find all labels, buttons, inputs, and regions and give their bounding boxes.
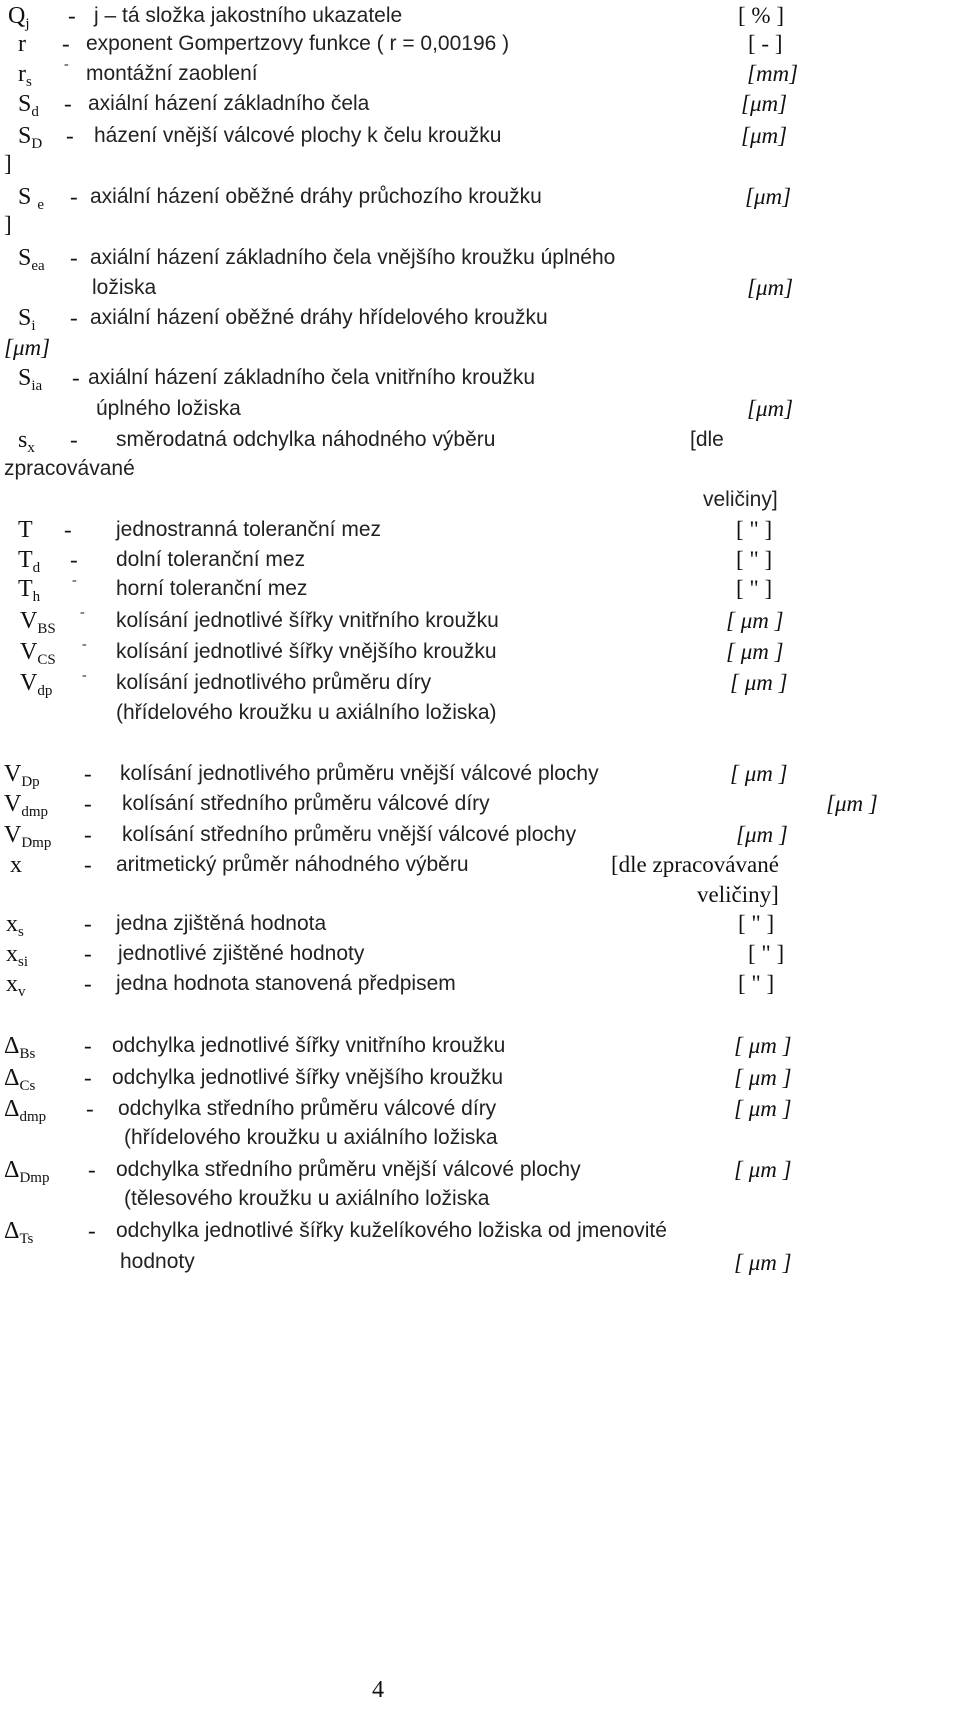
unit-xs: [ " ]: [738, 911, 775, 936]
symbol-x: x: [10, 852, 22, 878]
symbol-Td: $T_d$: [18, 547, 41, 576]
dash: -: [84, 1065, 92, 1090]
dash: -: [86, 1096, 94, 1121]
desc-VBS: kolísání jednotlivé šířky vnitřního kroužku: [116, 609, 499, 632]
symbol-delta-Dmp: $\Delta_{Dmp}$: [4, 1157, 50, 1186]
dash: -: [82, 637, 87, 652]
symbol-Sd: $S_d$: [18, 91, 39, 120]
dash: -: [84, 791, 92, 816]
desc-xsi: jednotlivé zjištěné hodnoty: [118, 942, 365, 965]
desc-Sea: axiální házení základního čela vnějšího kroužku úplného: [90, 246, 616, 269]
dash: -: [88, 1218, 96, 1243]
unit-Vdmp: [μm ]: [826, 791, 878, 816]
symbol-rs: $r_s$: [18, 61, 32, 90]
unit-wrap-Se: ]: [4, 212, 12, 237]
unit-Vdp: [ μm ]: [730, 670, 788, 695]
dash: -: [72, 365, 80, 390]
dash: -: [84, 852, 92, 877]
unit-delta-Bs: [ μm ]: [734, 1033, 792, 1058]
dash: -: [72, 573, 77, 588]
symbol-xv: $x_v$: [6, 971, 26, 1000]
unit-Se: [μm]: [745, 184, 792, 209]
desc2-delta-dmp: (hřídelového kroužku u axiálního ložiska: [124, 1126, 498, 1149]
desc-delta-Cs: odchylka jednotlivé šířky vnějšího kroužku: [112, 1066, 504, 1089]
desc-VDmp: kolísání středního průměru vnější válcové plochy: [122, 823, 577, 846]
dash: -: [84, 761, 92, 786]
symbol-delta-Ts: $\Delta_{Ts}$: [4, 1218, 34, 1247]
dash: -: [84, 941, 92, 966]
unit-VDmp: [μm ]: [736, 822, 788, 847]
unit-wrap2-x: veličiny]: [697, 882, 779, 907]
desc-r: exponent Gompertzovy funkce ( r = 0,00196 ): [86, 32, 510, 55]
symbol-r: r: [18, 31, 26, 57]
unit-VDp: [ μm ]: [730, 761, 788, 786]
symbol-Sia: $S_{ia}$: [18, 365, 43, 394]
desc-delta-dmp: odchylka středního průměru válcové díry: [118, 1097, 497, 1120]
desc2-Sia: úplného ložiska: [96, 397, 241, 420]
symbol-SD: $S_D$: [18, 123, 43, 152]
unit-x: [dle zpracovávané: [611, 852, 779, 877]
desc-VCS: kolísání jednotlivé šířky vnějšího kroužku: [116, 640, 497, 663]
symbol-Se: S $_e$: [18, 184, 45, 213]
unit-VCS: [ μm ]: [726, 639, 784, 664]
symbol-xs: $x_s$: [6, 911, 24, 940]
symbol-delta-Cs: $\Delta_{Cs}$: [4, 1065, 36, 1094]
dash: -: [68, 3, 76, 28]
dash: -: [84, 822, 92, 847]
symbol-delta-dmp: $\Delta_{dmp}$: [4, 1096, 47, 1125]
dash: -: [70, 547, 78, 572]
unit-wrap-sx: zpracovávané: [4, 457, 135, 480]
desc-Sia: axiální házení základního čela vnitřního kroužku: [88, 366, 536, 389]
dash: -: [64, 91, 72, 116]
dash: -: [70, 427, 78, 452]
desc-Qj: j – tá složka jakostního ukazatele: [94, 4, 403, 27]
symbol-Vdp: $V_{dp}$: [20, 670, 53, 699]
unit-xv: [ " ]: [738, 971, 775, 996]
symbol-Sea: $S_{ea}$: [18, 245, 45, 274]
desc-Vdmp: kolísání středního průměru válcové díry: [122, 792, 490, 815]
desc-delta-Ts: odchylka jednotlivé šířky kuželíkového ložiska od jmenovité: [116, 1219, 667, 1242]
unit-wrap-SD: ]: [4, 151, 12, 176]
desc2-delta-Dmp: (tělesového kroužku u axiálního ložiska: [124, 1187, 490, 1210]
dash: -: [62, 31, 70, 56]
desc-Si: axiální házení oběžné dráhy hřídelového kroužku: [90, 306, 548, 329]
unit-xsi: [ " ]: [748, 941, 785, 966]
desc-x: aritmetický průměr náhodného výběru: [116, 853, 469, 876]
unit-delta-dmp: [ μm ]: [734, 1096, 792, 1121]
symbol-VDmp: $V_{Dmp}$: [4, 822, 52, 851]
desc-rs: montážní zaoblení: [86, 62, 258, 85]
dash: -: [64, 517, 72, 542]
symbol-Th: $T_h$: [18, 576, 41, 605]
desc-xs: jedna zjištěná hodnota: [116, 912, 327, 935]
desc2-Vdp: (hřídelového kroužku u axiálního ložiska): [116, 701, 497, 724]
desc-Td: dolní toleranční mez: [116, 548, 306, 571]
desc-delta-Bs: odchylka jednotlivé šířky vnitřního kroužku: [112, 1034, 506, 1057]
symbol-T: T: [18, 517, 33, 543]
symbol-Vdmp: $V_{dmp}$: [4, 791, 49, 820]
unit-Qj: [ % ]: [738, 3, 784, 28]
dash: -: [84, 971, 92, 996]
symbol-VBS: $V_{BS}$: [20, 608, 56, 637]
unit-SD: [μm]: [741, 123, 788, 148]
unit-wrap-Si: [μm]: [4, 335, 51, 360]
dash: -: [70, 245, 78, 270]
desc2-delta-Ts: hodnoty: [120, 1250, 195, 1273]
unit-delta-Cs: [ μm ]: [734, 1065, 792, 1090]
symbol-xsi: $x_{si}$: [6, 941, 29, 970]
desc-Sd: axiální házení základního čela: [88, 92, 370, 115]
symbol-sx: $s_x$: [18, 427, 35, 456]
unit-rs: [mm]: [747, 61, 799, 86]
desc-T: jednostranná toleranční mez: [116, 518, 381, 541]
desc-delta-Dmp: odchylka středního průměru vnější válcové plochy: [116, 1158, 581, 1181]
symbol-VDp: $V_{Dp}$: [4, 761, 40, 790]
unit-VBS: [ μm ]: [726, 608, 784, 633]
dash: -: [80, 605, 85, 620]
symbol-Si: $S_i$: [18, 305, 36, 334]
symbol-delta-Bs: $\Delta_{Bs}$: [4, 1033, 36, 1062]
symbol-Qj: $Q_j$: [8, 3, 30, 32]
unit-Th: [ " ]: [736, 576, 773, 601]
dash: -: [66, 123, 74, 148]
unit-Td: [ " ]: [736, 547, 773, 572]
desc-xv: jedna hodnota stanovená předpisem: [116, 972, 456, 995]
unit-delta-Dmp: [ μm ]: [734, 1157, 792, 1182]
unit-r: [ - ]: [748, 31, 783, 56]
unit-Sea: [μm]: [747, 275, 794, 300]
unit-sx: [dle: [690, 428, 724, 451]
desc-SD: házení vnější válcové plochy k čelu kroužku: [94, 124, 502, 147]
desc-Vdp: kolísání jednotlivého průměru díry: [116, 671, 432, 694]
desc-Se: axiální házení oběžné dráhy průchozího kroužku: [90, 185, 542, 208]
dash: -: [84, 1033, 92, 1058]
desc-Th: horní toleranční mez: [116, 577, 308, 600]
dash: -: [84, 911, 92, 936]
dash: -: [70, 305, 78, 330]
dash: -: [70, 184, 78, 209]
desc-VDp: kolísání jednotlivého průměru vnější válcové plochy: [120, 762, 599, 785]
unit-Sd: [μm]: [741, 91, 788, 116]
symbol-VCS: $V_{CS}$: [20, 639, 56, 668]
unit-Sia: [μm]: [747, 396, 794, 421]
dash: -: [64, 57, 69, 72]
unit-delta-Ts: [ μm ]: [734, 1250, 792, 1275]
desc2-Sea: ložiska: [92, 276, 157, 299]
desc-sx: směrodatná odchylka náhodného výběru: [116, 428, 496, 451]
page-number: 4: [372, 1677, 384, 1703]
dash: -: [88, 1157, 96, 1182]
unit-T: [ " ]: [736, 517, 773, 542]
unit-wrap2-sx: veličiny]: [703, 488, 778, 511]
dash: -: [82, 668, 87, 683]
